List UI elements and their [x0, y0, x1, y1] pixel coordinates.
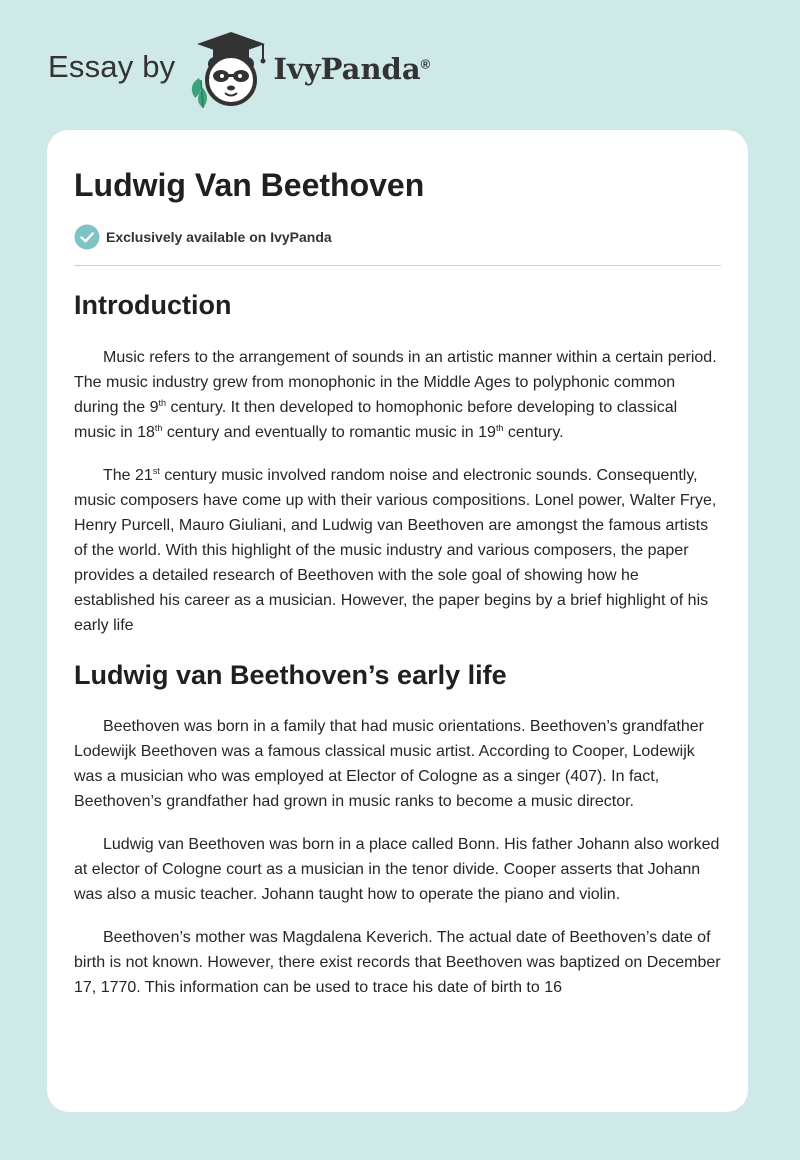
registered-mark: ® [420, 56, 431, 72]
brand-name: IvyPanda® [273, 52, 431, 86]
section-heading: Ludwig van Beethoven’s early life [74, 660, 507, 690]
ordinal-suffix: th [158, 398, 167, 408]
paragraph: Music refers to the arrangement of sounds in an artistic manner within a certain period. The music industry grew from monophonic in the Middle Ages to polyphonic common during the 9th century. It then developed to homophonic before developing to classical music in 18th century and eventually to romantic music in 19th century. [74, 349, 717, 441]
ordinal-suffix: st [152, 466, 160, 476]
panda-logo-icon [185, 30, 271, 110]
section-heading: Introduction [74, 290, 232, 320]
site-header [48, 30, 430, 110]
paragraph: Ludwig van Beethoven was born in a place called Bonn. His father Johann also worked at elector of Cologne court as a musician in the tenor divide. Cooper asserts that Johann was also a music teacher. Johann taught how to operate the piano and violin. [74, 836, 720, 903]
divider [74, 265, 721, 266]
page-title: Ludwig Van Beethoven [74, 167, 425, 203]
check-circle-icon [74, 224, 100, 250]
ordinal-suffix: th [154, 423, 163, 433]
essay-card [47, 130, 748, 1112]
section-early-life [74, 658, 721, 1000]
exclusive-badge-text: Exclusively available on IvyPanda [106, 229, 332, 245]
paragraph: Beethoven was born in a family that had music orientations. Beethoven’s grandfather Lodewijk Beethoven was a famous classical music artist. According to Cooper, Lodewijk was a musician who was employed at Elector of Cologne as a singer (407). In fact, Beethoven’s grandfather had grown in music ranks to become a music director. [74, 718, 704, 810]
ordinal-suffix: th [495, 423, 504, 433]
section-introduction [74, 288, 721, 638]
brand-prefix: Essay by [48, 49, 176, 84]
exclusive-badge [74, 224, 721, 250]
paragraph: The 21st century music involved random noise and electronic sounds. Consequently, music composers have come up with their various compositions. Lonel power, Walter Frye, Henry Purcell, Mauro Giuliani, and Ludwig van Beethoven are amongst the famous artists of the world. With this highlight of the music industry and various composers, the paper provides a detailed research of Beethoven with the sole goal of showing how he established his career as a musician. However, the paper begins by a brief highlight of his early life [74, 466, 717, 634]
paragraph: Beethoven’s mother was Magdalena Keverich. The actual date of Beethoven’s date of birth is not known. However, there exist records that Beethoven was baptized on December 17, 1770. This information can be used to trace his date of birth to 16 [74, 929, 721, 996]
